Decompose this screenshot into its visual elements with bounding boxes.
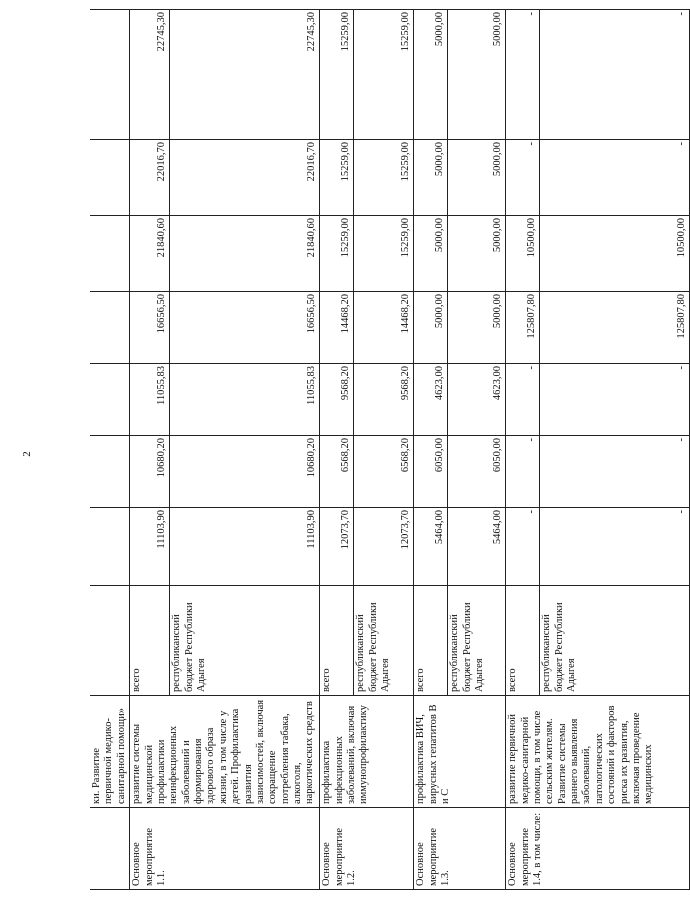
activity-description: развитие первичной медико-санитарной помощи, в том числе сельским жителям. Развитие системы раннего выявления заболеваний, патологических состояний и факторов риска их развития, включая проведение медицинских — [506, 696, 690, 808]
amount-cell: 11103,90 — [170, 508, 320, 586]
amount-cell: 5000,00 — [414, 10, 448, 140]
amount-cell: 4623,00 — [448, 364, 506, 436]
table-row — [320, 10, 354, 890]
activity-description: профилактика инфекционных заболеваний, включая иммунопрофилактику — [320, 696, 414, 808]
amount-cell: 16656,50 — [170, 292, 320, 364]
amount-cell: 15259,00 — [354, 140, 414, 216]
amount-cell: 5000,00 — [448, 140, 506, 216]
amount-cell: - — [540, 140, 690, 216]
amount-cell: 5000,00 — [414, 140, 448, 216]
amount-cell: 5464,00 — [414, 508, 448, 586]
amount-cell: 21840,60 — [170, 216, 320, 292]
amount-cell: 11055,83 — [170, 364, 320, 436]
amount-cell: 6050,00 — [414, 436, 448, 508]
amount-cell: 10500,00 — [506, 216, 540, 292]
amount-cell: 15259,00 — [320, 10, 354, 140]
amount-cell: 6568,20 — [320, 436, 354, 508]
funding-source: республиканский бюджет Республики Адыгея — [354, 586, 414, 696]
amount-cell: - — [540, 508, 690, 586]
funding-source: республиканский бюджет Республики Адыгея — [448, 586, 506, 696]
amount-cell: - — [506, 10, 540, 140]
table-row — [506, 10, 540, 890]
amount-cell: 22016,70 — [170, 140, 320, 216]
amount-cell: 22016,70 — [130, 140, 170, 216]
amount-cell: 10680,20 — [170, 436, 320, 508]
amount-cell: 6568,20 — [354, 436, 414, 508]
budget-table — [90, 9, 690, 890]
amount-cell: 5000,00 — [414, 216, 448, 292]
amount-cell: 125807,80 — [506, 292, 540, 364]
amount-cell: - — [506, 508, 540, 586]
amount-cell: - — [540, 364, 690, 436]
amount-cell: 22745,30 — [130, 10, 170, 140]
amount-cell: 14468,20 — [354, 292, 414, 364]
amount-cell: 125807,80 — [540, 292, 690, 364]
activity-name: Основное мероприятие 1.3. — [414, 808, 506, 890]
amount-cell: 15259,00 — [320, 140, 354, 216]
table-body — [90, 10, 690, 890]
amount-cell: 10680,20 — [130, 436, 170, 508]
activity-description: развитие системы медицинской профилактики неинфекционных заболеваний и формирования здорового образа жизни, в том числе у детей. Профилактика развития зависимостей, включая сокращение потребления табака, алкоголя, наркотических средств — [130, 696, 320, 808]
amount-cell: - — [506, 140, 540, 216]
amount-cell: 16656,50 — [130, 292, 170, 364]
funding-source: республиканский бюджет Республики Адыгея — [170, 586, 320, 696]
amount-cell: - — [540, 10, 690, 140]
amount-cell: 12073,70 — [354, 508, 414, 586]
amount-cell: - — [540, 436, 690, 508]
amount-cell: 14468,20 — [320, 292, 354, 364]
amount-cell: 15259,00 — [354, 216, 414, 292]
funding-source: всего — [414, 586, 448, 696]
amount-cell: 21840,60 — [130, 216, 170, 292]
amount-cell: 5464,00 — [448, 508, 506, 586]
amount-cell: 5000,00 — [448, 292, 506, 364]
activity-description: профилактика ВИЧ, вирусных гепатитов В и С — [414, 696, 506, 808]
amount-cell: 9568,20 — [354, 364, 414, 436]
amount-cell: 9568,20 — [320, 364, 354, 436]
amount-cell: 15259,00 — [320, 216, 354, 292]
amount-cell: 15259,00 — [354, 10, 414, 140]
amount-cell: 5000,00 — [414, 292, 448, 364]
table-row — [130, 10, 170, 890]
amount-cell: 11103,90 — [130, 508, 170, 586]
amount-cell: 12073,70 — [320, 508, 354, 586]
continued-cell — [90, 808, 130, 890]
continued-subprogram-title: ки. Развитие первичной медико-санитарной помощи» — [90, 696, 130, 808]
amount-cell: 22745,30 — [170, 10, 320, 140]
amount-cell: 10500,00 — [540, 216, 690, 292]
amount-cell: 11055,83 — [130, 364, 170, 436]
header-row — [90, 10, 130, 890]
funding-source: всего — [130, 586, 170, 696]
activity-name: Основное мероприятие 1.4, в том числе: — [506, 808, 690, 890]
amount-cell: 4623,00 — [414, 364, 448, 436]
amount-cell: 5000,00 — [448, 216, 506, 292]
page-number: 2 — [20, 451, 33, 457]
funding-source: всего — [320, 586, 354, 696]
amount-cell: 5000,00 — [448, 10, 506, 140]
activity-name: Основное мероприятие 1.2. — [320, 808, 414, 890]
amount-cell: - — [506, 436, 540, 508]
amount-cell: - — [506, 364, 540, 436]
table-row — [414, 10, 448, 890]
rotated-page — [90, 10, 687, 890]
amount-cell: 6050,00 — [448, 436, 506, 508]
funding-source: всего — [506, 586, 540, 696]
funding-source: республиканский бюджет Республики Адыгея — [540, 586, 690, 696]
activity-name: Основное мероприятие 1.1. — [130, 808, 320, 890]
